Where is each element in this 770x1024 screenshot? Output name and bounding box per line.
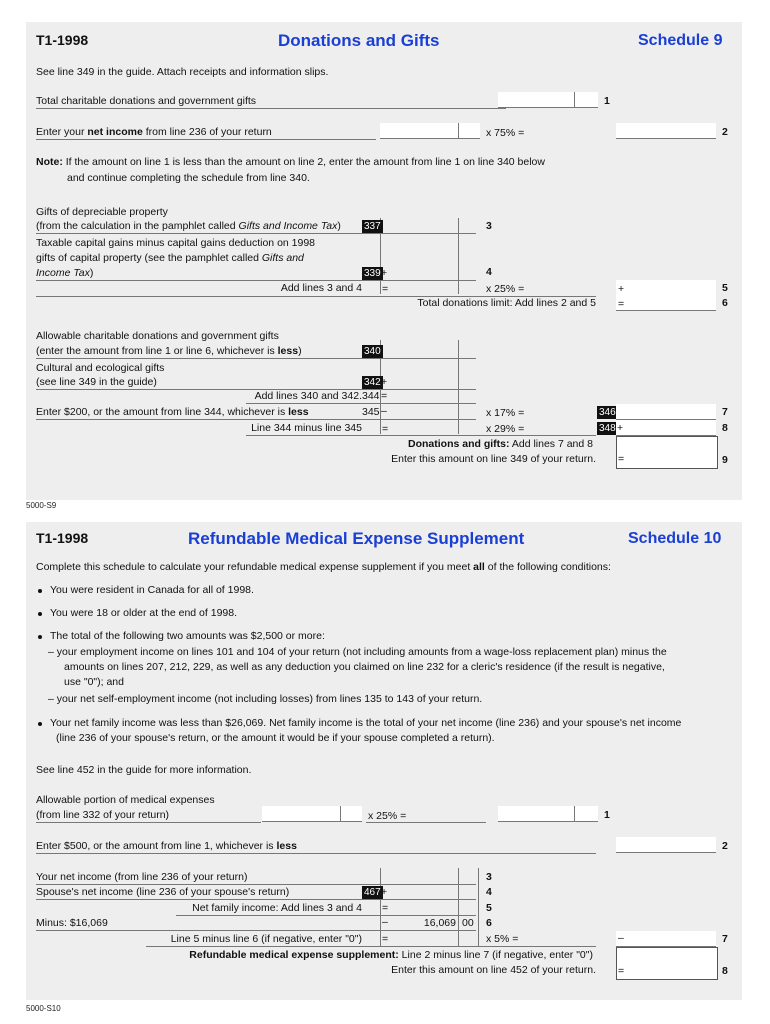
code-467: 467 bbox=[364, 887, 381, 898]
schedule-9-panel bbox=[26, 22, 742, 500]
bullet-1: You were resident in Canada for all of 1998. bbox=[50, 584, 254, 596]
line6-field[interactable] bbox=[616, 295, 716, 311]
gifts-dep-line-2: (from the calculation in the pamphlet called Gifts and Income Tax) bbox=[36, 220, 341, 232]
ref-344: 344 bbox=[362, 390, 380, 402]
gifts-dep-line-1: Gifts of depreciable property bbox=[36, 206, 168, 218]
mult-25: x 25% = bbox=[368, 810, 407, 822]
column-divider bbox=[380, 868, 381, 946]
form-id: T1-1998 bbox=[36, 32, 89, 48]
amount-16069: 16,069 bbox=[423, 917, 456, 929]
equals-sign: = bbox=[382, 933, 389, 945]
line-number-6: 6 bbox=[722, 297, 728, 309]
line-number-1: 1 bbox=[604, 809, 610, 821]
line2-field[interactable] bbox=[616, 837, 716, 853]
code-342: 342 bbox=[364, 377, 381, 388]
line340-underline bbox=[36, 358, 476, 359]
footer-code: 5000-S10 bbox=[26, 1004, 61, 1013]
note-line-1: Note: If the amount on line 1 is less than the amount on line 2, enter the amount from line 1 on line 340 below bbox=[36, 156, 545, 168]
plus-sign: + bbox=[618, 283, 625, 295]
enter-500-label: Enter $500, or the amount from line 1, whichever is less bbox=[36, 840, 297, 852]
allowable-line-2: (enter the amount from line 1 or line 6, whichever is less) bbox=[36, 345, 302, 357]
amount-cents: 00 bbox=[462, 917, 474, 929]
line-number-4: 4 bbox=[486, 886, 492, 898]
bullet-4-line-2: (line 236 of your spouse's return, or the amount it would be if your spouse completed a return). bbox=[56, 732, 495, 744]
taxable-line-2: gifts of capital property (see the pamphlet called Gifts and bbox=[36, 252, 304, 264]
line1-underline bbox=[36, 108, 506, 109]
sub-1-line-2: amounts on lines 207, 212, 229, as well as any deduction you claimed on line 232 for a cleric's residence (if the result is negative, bbox=[64, 661, 665, 673]
your-net-income: Your net income (from line 236 of your return) bbox=[36, 871, 248, 883]
bullet-icon bbox=[38, 612, 42, 616]
plus-sign: + bbox=[381, 267, 388, 279]
sub-2: – your net self-employment income (not including losses) from lines 135 to 143 of your return. bbox=[48, 693, 483, 705]
cultural-line-2: (see line 349 in the guide) bbox=[36, 376, 157, 388]
line-number-9: 9 bbox=[722, 454, 728, 466]
line8-field[interactable] bbox=[616, 947, 718, 980]
column-divider bbox=[478, 868, 479, 946]
line-number-7: 7 bbox=[722, 406, 728, 418]
line3-underline bbox=[36, 884, 476, 885]
schedule-number: Schedule 10 bbox=[628, 530, 722, 547]
equals-sign: = bbox=[618, 453, 625, 465]
plus-sign: + bbox=[617, 422, 624, 434]
line-number-1: 1 bbox=[604, 95, 610, 107]
refundable-supplement-label: Refundable medical expense supplement: Line 2 minus line 7 (if negative, enter "0") bbox=[189, 949, 593, 961]
line1-field[interactable] bbox=[498, 92, 598, 108]
cents-divider bbox=[458, 123, 459, 139]
line344-minus-345: Line 344 minus line 345 bbox=[251, 422, 362, 434]
column-divider bbox=[458, 868, 459, 946]
line-number-4: 4 bbox=[486, 266, 492, 278]
line-number-2: 2 bbox=[722, 126, 728, 138]
line4-underline bbox=[36, 280, 476, 281]
line344-underline bbox=[246, 403, 476, 404]
add-lines-3-4: Add lines 3 and 4 bbox=[280, 282, 362, 294]
taxable-line-1: Taxable capital gains minus capital gains deduction on 1998 bbox=[36, 237, 316, 249]
bullet-3: The total of the following two amounts was $2,500 or more: bbox=[50, 630, 325, 642]
allowable-line-1: Allowable charitable donations and government gifts bbox=[36, 330, 279, 342]
equals-sign: = bbox=[382, 423, 389, 435]
code-348: 348 bbox=[599, 423, 616, 434]
schedule-10-panel bbox=[26, 522, 742, 1000]
line4-underline bbox=[36, 899, 476, 900]
line-number-3: 3 bbox=[486, 871, 492, 883]
equals-sign: = bbox=[618, 298, 625, 310]
schedule-title: Refundable Medical Expense Supplement bbox=[188, 529, 525, 548]
line5-underline bbox=[176, 915, 476, 916]
line6-underline bbox=[36, 930, 476, 931]
net-family-income: Net family income: Add lines 3 and 4 bbox=[192, 902, 362, 914]
taxable-line-3: Income Tax) bbox=[36, 267, 94, 279]
line-number-6: 6 bbox=[486, 917, 492, 929]
line2-label: Enter your net income from line 236 of your return bbox=[36, 126, 272, 138]
line-number-7: 7 bbox=[722, 933, 728, 945]
line-number-8: 8 bbox=[722, 422, 728, 434]
line7-underline bbox=[146, 946, 596, 947]
mult-75: x 75% = bbox=[486, 127, 525, 139]
allow-med-line-2: (from line 332 of your return) bbox=[36, 809, 170, 821]
line-number-5: 5 bbox=[722, 282, 728, 294]
line-number-3: 3 bbox=[486, 220, 492, 232]
minus-sign: – bbox=[381, 405, 387, 417]
line1-underline bbox=[36, 822, 261, 823]
line345-underline bbox=[36, 419, 476, 420]
bullet-icon bbox=[38, 722, 42, 726]
plus-sign: + bbox=[381, 886, 388, 898]
total-donations-limit: Total donations limit: Add lines 2 and 5 bbox=[417, 297, 596, 309]
minus-sign: – bbox=[618, 932, 624, 944]
mult-17: x 17% = bbox=[486, 407, 525, 419]
line5-minus-line6: Line 5 minus line 6 (if negative, enter "0") bbox=[170, 933, 362, 945]
line3-underline bbox=[36, 233, 476, 234]
schedule-number: Schedule 9 bbox=[638, 32, 723, 49]
bullet-2: You were 18 or older at the end of 1998. bbox=[50, 607, 238, 619]
see-line-452: See line 452 in the guide for more information. bbox=[36, 764, 252, 776]
code-340: 340 bbox=[364, 346, 381, 357]
line7-field[interactable] bbox=[616, 931, 716, 947]
enter-on-349: Enter this amount on line 349 of your return. bbox=[391, 453, 596, 465]
cents-divider bbox=[340, 806, 341, 822]
cents-divider bbox=[574, 92, 575, 108]
line8-field[interactable] bbox=[616, 420, 716, 436]
bullet-icon bbox=[38, 635, 42, 639]
cultural-line-1: Cultural and ecological gifts bbox=[36, 362, 165, 374]
line-number-5: 5 bbox=[486, 902, 492, 914]
line2-underline bbox=[36, 139, 376, 140]
instructions: See line 349 in the guide. Attach receipts and information slips. bbox=[36, 66, 329, 78]
mult-25: x 25% = bbox=[486, 283, 525, 295]
medical-expense-field[interactable] bbox=[262, 806, 362, 822]
mult-5: x 5% = bbox=[486, 933, 519, 945]
enter-on-452: Enter this amount on line 452 of your return. bbox=[391, 964, 596, 976]
allow-med-line-1: Allowable portion of medical expenses bbox=[36, 794, 215, 806]
sub-1-line-1: – your employment income on lines 101 and 104 of your return (not including amounts from a wage-loss replacement plan) minus the bbox=[48, 646, 667, 658]
line1-label: Total charitable donations and government gifts bbox=[36, 95, 257, 107]
line7-field[interactable] bbox=[616, 404, 716, 420]
line-number-2: 2 bbox=[722, 840, 728, 852]
equals-sign: = bbox=[382, 902, 389, 914]
line2-underline bbox=[36, 853, 596, 854]
equals-sign: = bbox=[381, 390, 388, 402]
bullet-4-line-1: Your net family income was less than $26,069. Net family income is the total of your net income (line 236) and your spouse's net income bbox=[50, 717, 682, 729]
ref-345: 345 bbox=[362, 406, 380, 418]
minus-16069-label: Minus: $16,069 bbox=[36, 917, 108, 929]
enter-200-label: Enter $200, or the amount from line 344, whichever is less bbox=[36, 406, 309, 418]
footer-code: 5000-S9 bbox=[26, 501, 57, 510]
intro-text: Complete this schedule to calculate your refundable medical expense supplement if you meet all of the following conditions: bbox=[36, 561, 611, 573]
schedule-title: Donations and Gifts bbox=[278, 31, 440, 50]
column-divider bbox=[458, 218, 459, 294]
sub-1-line-3: use "0"); and bbox=[64, 676, 124, 688]
line8-underline bbox=[246, 435, 596, 436]
form-id: T1-1998 bbox=[36, 530, 89, 546]
equals-sign: = bbox=[618, 965, 625, 977]
spouse-net-income: Spouse's net income (line 236 of your spouse's return) bbox=[36, 886, 290, 898]
add-lines-340-342: Add lines 340 and 342. bbox=[254, 390, 362, 402]
donations-and-gifts-label: Donations and gifts: Add lines 7 and 8 bbox=[408, 438, 593, 450]
equals-sign: = bbox=[382, 283, 389, 295]
code-339: 339 bbox=[364, 268, 381, 279]
line5-field[interactable] bbox=[616, 280, 716, 296]
code-346: 346 bbox=[599, 407, 616, 418]
line-number-8: 8 bbox=[722, 965, 728, 977]
cents-divider bbox=[574, 806, 575, 822]
code-337: 337 bbox=[364, 221, 381, 232]
plus-sign: + bbox=[381, 376, 388, 388]
minus-sign: – bbox=[382, 916, 388, 928]
line2-field[interactable] bbox=[616, 123, 716, 139]
line1-underline-right bbox=[366, 822, 486, 823]
line9-field[interactable] bbox=[616, 436, 718, 469]
line1-field[interactable] bbox=[498, 806, 598, 822]
mult-29: x 29% = bbox=[486, 423, 525, 435]
net-income-field[interactable] bbox=[380, 123, 480, 139]
note-line-2: and continue completing the schedule from line 340. bbox=[67, 172, 310, 184]
bullet-icon bbox=[38, 589, 42, 593]
